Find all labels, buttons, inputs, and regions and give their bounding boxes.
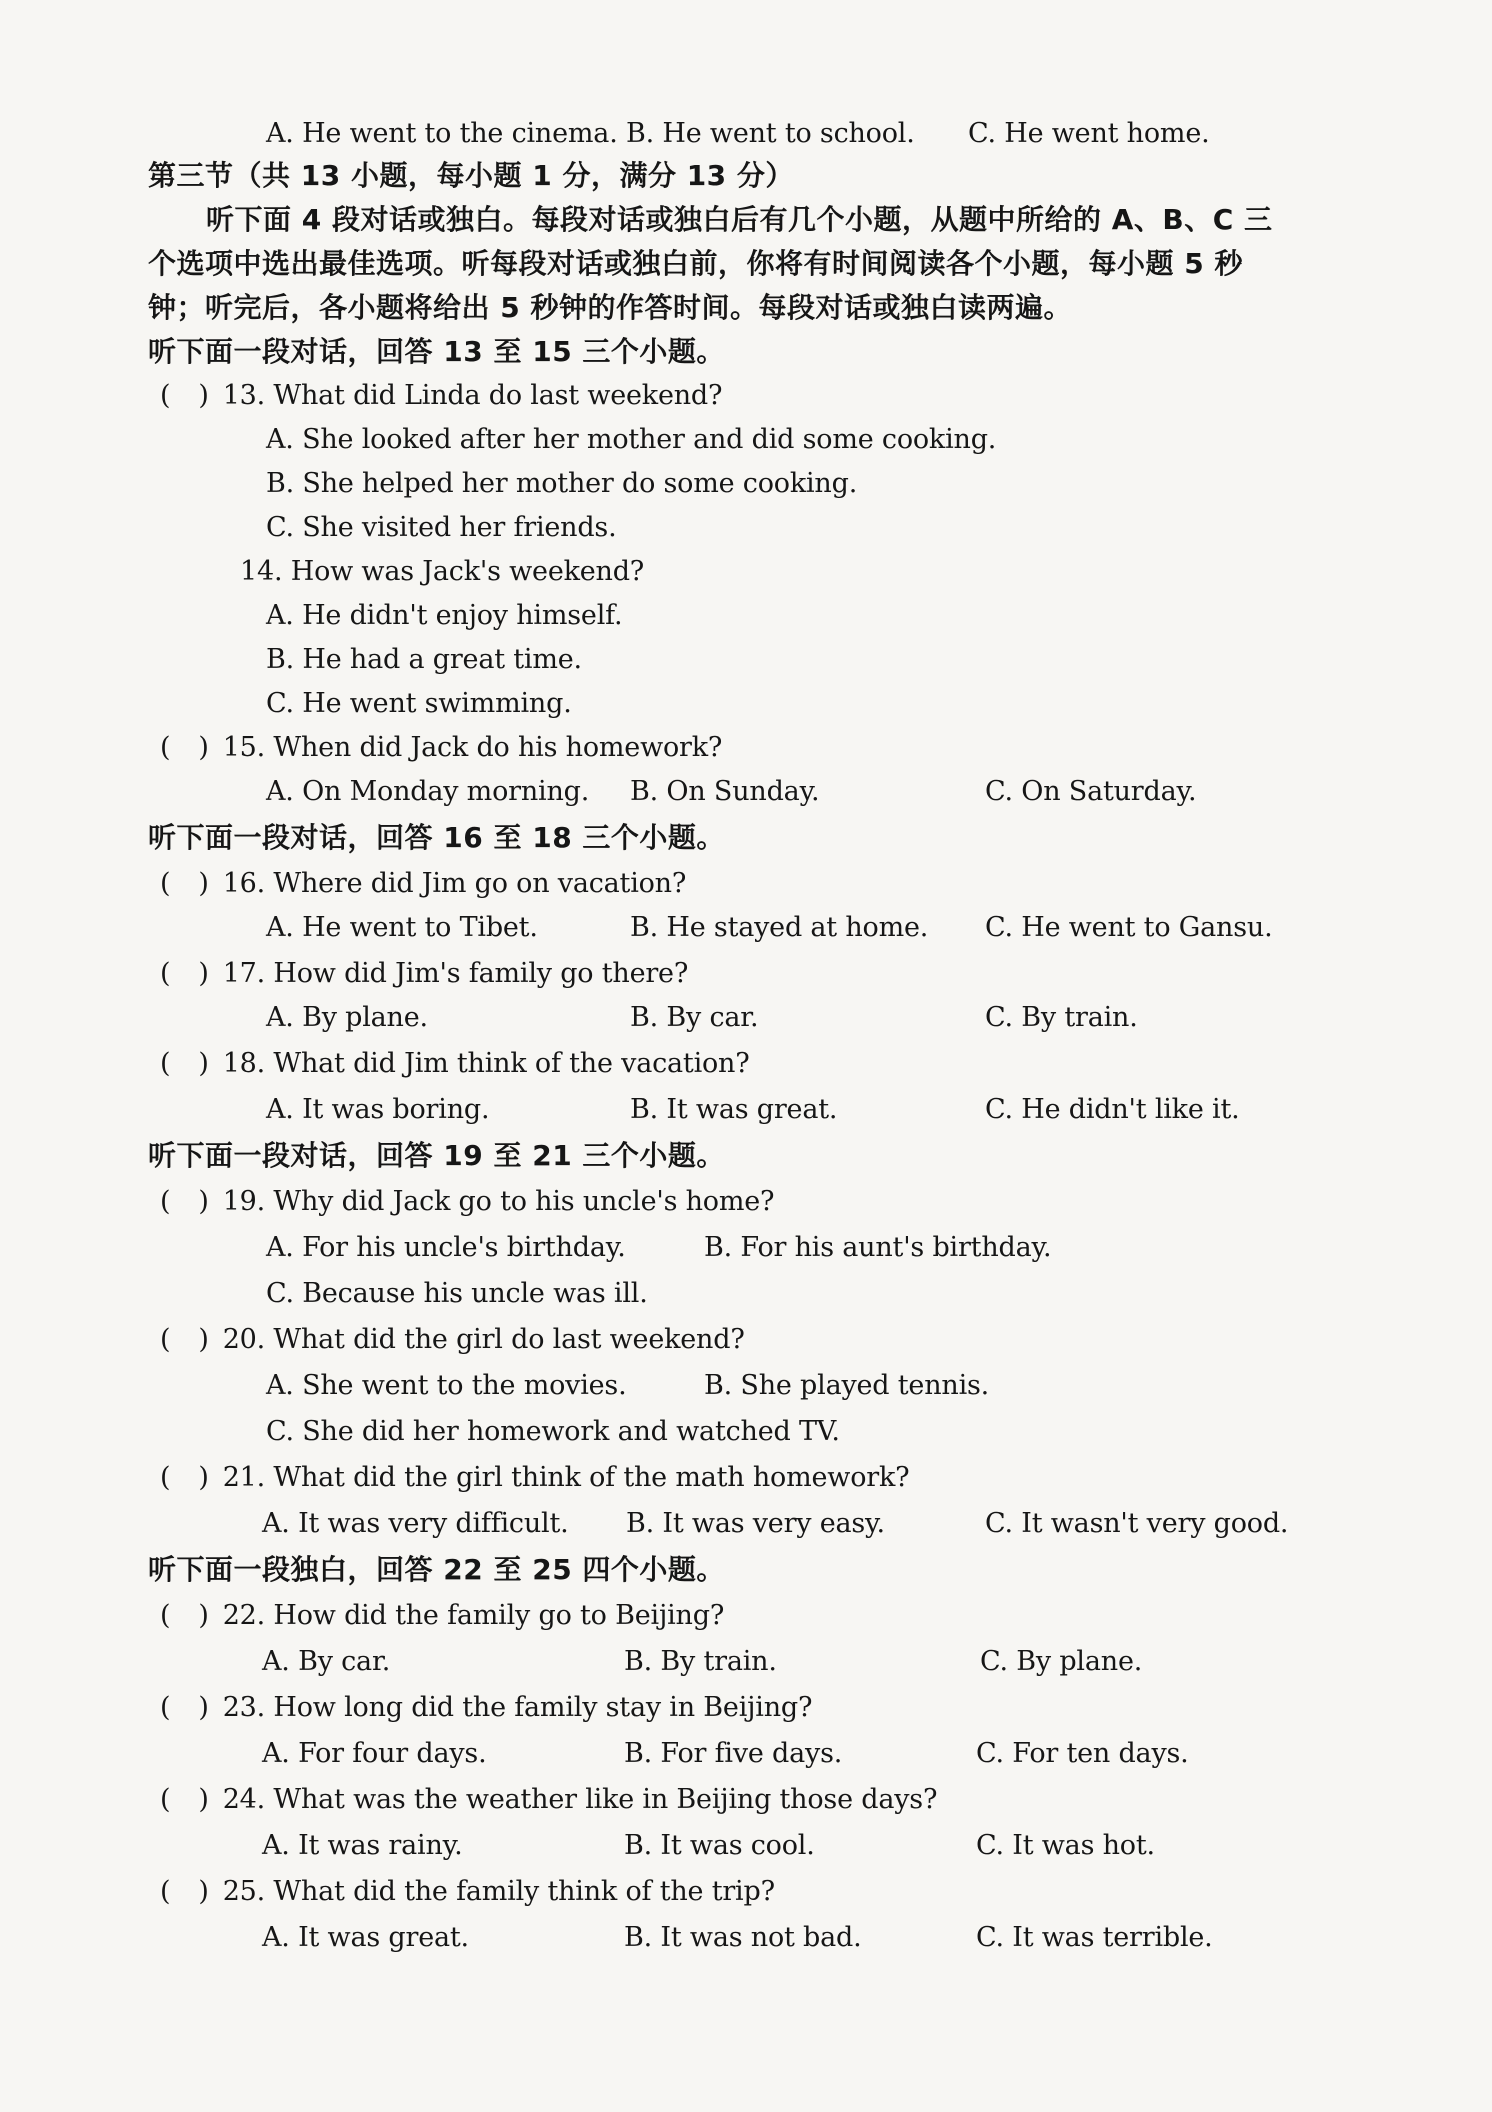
question-stem: 16. Where did Jim go on vacation? [222, 868, 687, 899]
question-stem: 19. Why did Jack go to his uncle's home? [222, 1186, 775, 1217]
answer-bracket-open[interactable]: ( [160, 380, 171, 411]
question-stem: 15. When did Jack do his homework? [222, 732, 723, 763]
question-14: 14. How was Jack's weekend? [240, 556, 645, 587]
q22-option-c: C. By plane. [980, 1646, 1143, 1677]
question-17 [160, 956, 688, 992]
question-21 [160, 1460, 909, 1496]
q16-option-b: B. He stayed at home. [630, 912, 929, 943]
question-stem: 18. What did Jim think of the vacation? [222, 1048, 750, 1079]
answer-bracket-open[interactable]: ( [160, 1876, 171, 1907]
q20-option-b: B. She played tennis. [704, 1370, 990, 1401]
q21-option-a: A. It was very difficult. [262, 1508, 569, 1539]
q23-option-c: C. For ten days. [976, 1738, 1189, 1769]
q12-option-b: B. He went to school. [626, 118, 915, 149]
question-stem: 25. What did the family think of the trip? [222, 1876, 775, 1907]
question-stem: 22. How did the family go to Beijing? [222, 1600, 725, 1631]
question-16 [160, 866, 686, 902]
answer-bracket-open[interactable]: ( [160, 958, 171, 989]
q17-option-c: C. By train. [985, 1002, 1138, 1033]
section-instructions-line-3: 钟；听完后，各小题将给出 5 秒钟的作答时间。每段对话或独白读两遍。 [148, 291, 1072, 324]
question-19 [160, 1184, 774, 1220]
question-stem: 23. How long did the family stay in Beijing? [222, 1692, 813, 1723]
question-23 [160, 1690, 812, 1726]
q14-option-c: C. He went swimming. [266, 688, 572, 719]
q25-option-b: B. It was not bad. [624, 1922, 862, 1953]
question-stem: 24. What was the weather like in Beijing those days? [222, 1784, 938, 1815]
q21-option-c: C. It wasn't very good. [985, 1508, 1289, 1539]
question-stem: 21. What did the girl think of the math homework? [222, 1462, 910, 1493]
answer-bracket-close: ) [198, 958, 209, 989]
q22-option-b: B. By train. [624, 1646, 777, 1677]
answer-bracket-open[interactable]: ( [160, 1048, 171, 1079]
question-20 [160, 1322, 745, 1358]
q20-option-a: A. She went to the movies. [266, 1370, 627, 1401]
q25-option-a: A. It was great. [262, 1922, 469, 1953]
q17-option-b: B. By car. [630, 1002, 759, 1033]
question-25 [160, 1874, 775, 1910]
answer-bracket-open[interactable]: ( [160, 732, 171, 763]
question-stem: 17. How did Jim's family go there? [222, 958, 689, 989]
question-15 [160, 730, 722, 766]
question-18 [160, 1046, 750, 1082]
q24-option-c: C. It was hot. [976, 1830, 1155, 1861]
group-intro-16-18: 听下面一段对话，回答 16 至 18 三个小题。 [148, 821, 725, 854]
q24-option-a: A. It was rainy. [262, 1830, 463, 1861]
q15-option-a: A. On Monday morning. [266, 776, 590, 807]
group-intro-13-15: 听下面一段对话，回答 13 至 15 三个小题。 [148, 335, 725, 368]
q13-option-c: C. She visited her friends. [266, 512, 617, 543]
q18-option-a: A. It was boring. [266, 1094, 490, 1125]
q23-option-a: A. For four days. [262, 1738, 487, 1769]
question-stem: 20. What did the girl do last weekend? [222, 1324, 745, 1355]
answer-bracket-close: ) [198, 1692, 209, 1723]
answer-bracket-close: ) [198, 732, 209, 763]
q18-option-b: B. It was great. [630, 1094, 838, 1125]
answer-bracket-open[interactable]: ( [160, 1324, 171, 1355]
section-instructions-line-1: 听下面 4 段对话或独白。每段对话或独白后有几个小题，从题中所给的 A、B、C 三 [206, 203, 1273, 236]
q24-option-b: B. It was cool. [624, 1830, 815, 1861]
answer-bracket-open[interactable]: ( [160, 1186, 171, 1217]
answer-bracket-open[interactable]: ( [160, 1462, 171, 1493]
q23-option-b: B. For five days. [624, 1738, 843, 1769]
question-24 [160, 1782, 937, 1818]
q16-option-c: C. He went to Gansu. [985, 912, 1273, 943]
answer-bracket-close: ) [198, 868, 209, 899]
question-13 [160, 378, 722, 414]
q19-option-b: B. For his aunt's birthday. [704, 1232, 1052, 1263]
q13-option-a: A. She looked after her mother and did some cooking. [266, 424, 997, 455]
answer-bracket-open[interactable]: ( [160, 868, 171, 899]
answer-bracket-close: ) [198, 1876, 209, 1907]
group-intro-22-25: 听下面一段独白，回答 22 至 25 四个小题。 [148, 1553, 725, 1586]
answer-bracket-close: ) [198, 1462, 209, 1493]
q15-option-b: B. On Sunday. [630, 776, 820, 807]
q12-option-a: A. He went to the cinema. [266, 118, 618, 149]
answer-bracket-open[interactable]: ( [160, 1784, 171, 1815]
question-stem: 13. What did Linda do last weekend? [222, 380, 723, 411]
q17-option-a: A. By plane. [266, 1002, 428, 1033]
q15-option-c: C. On Saturday. [985, 776, 1197, 807]
q20-option-c: C. She did her homework and watched TV. [266, 1416, 840, 1447]
section-title: 第三节（共 13 小题，每小题 1 分，满分 13 分） [148, 159, 794, 192]
answer-bracket-close: ) [198, 1048, 209, 1079]
answer-bracket-close: ) [198, 1600, 209, 1631]
q14-option-b: B. He had a great time. [266, 644, 582, 675]
q18-option-c: C. He didn't like it. [985, 1094, 1240, 1125]
answer-bracket-close: ) [198, 1784, 209, 1815]
question-22 [160, 1598, 724, 1634]
answer-bracket-close: ) [198, 380, 209, 411]
q16-option-a: A. He went to Tibet. [266, 912, 538, 943]
q19-option-a: A. For his uncle's birthday. [266, 1232, 626, 1263]
section-instructions-line-2: 个选项中选出最佳选项。听每段对话或独白前，你将有时间阅读各个小题，每小题 5 秒 [148, 247, 1243, 280]
answer-bracket-open[interactable]: ( [160, 1600, 171, 1631]
answer-bracket-close: ) [198, 1186, 209, 1217]
answer-bracket-close: ) [198, 1324, 209, 1355]
q21-option-b: B. It was very easy. [626, 1508, 885, 1539]
q14-option-a: A. He didn't enjoy himself. [266, 600, 623, 631]
q19-option-c: C. Because his uncle was ill. [266, 1278, 648, 1309]
q25-option-c: C. It was terrible. [976, 1922, 1213, 1953]
group-intro-19-21: 听下面一段对话，回答 19 至 21 三个小题。 [148, 1139, 725, 1172]
q22-option-a: A. By car. [262, 1646, 391, 1677]
q12-option-c: C. He went home. [968, 118, 1210, 149]
answer-bracket-open[interactable]: ( [160, 1692, 171, 1723]
q13-option-b: B. She helped her mother do some cooking. [266, 468, 858, 499]
